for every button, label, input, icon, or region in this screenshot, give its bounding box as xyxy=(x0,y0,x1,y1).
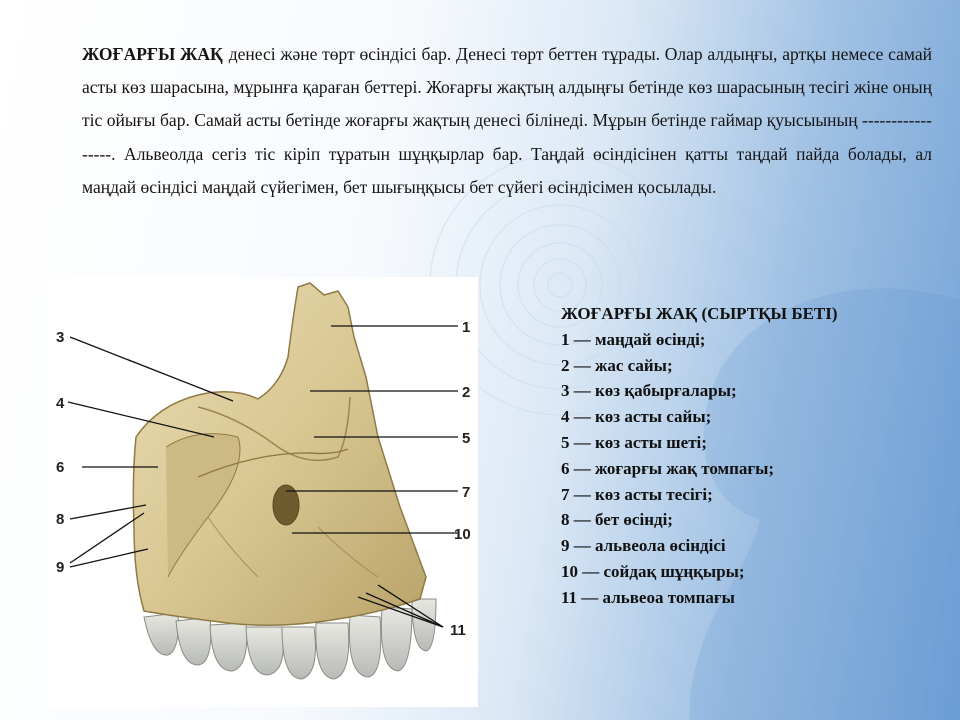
legend-item-4: 4 — көз асты сайы; xyxy=(561,407,712,427)
paragraph-body: денесі және төрт өсіндісі бар. Денесі төрт беттен тұрады. Олар алдыңғы, артқы немесе самай асты көз шарасына, мұрынға қараған беттері. Жоғарғы жақтың алдыңғы бетінде көз шарасының тесігі жіне оның тіс ойығы бар. Самай асты бетінде жоғарғы жақтың денесі білінеді. Мұрын бетінде гаймар қуысыының -----------------. Альвеолда сегіз тіс кіріп тұратын шұңқырлар бар. Таңдай өсіндісінен қатты таңдай пайда болады, ал маңдай өсіндісі маңдай сүйегімен, бет шығыңқысы бет сүйегі өсіндісімен қосылады. xyxy=(82,44,933,197)
figure-label-8: 8 xyxy=(56,511,65,528)
paragraph-heading: ЖОҒАРҒЫ ЖАҚ xyxy=(82,44,223,64)
legend-item-10: 10 — сойдақ шұңқыры; xyxy=(561,561,745,581)
figure-label-11: 11 xyxy=(450,622,466,639)
legend-item-7: 7 — көз асты тесігі; xyxy=(561,484,713,504)
legend-title: ЖОҒАРҒЫ ЖАҚ (СЫРТҚЫ БЕТІ) xyxy=(561,304,838,323)
legend-item-8: 8 — бет өсінді; xyxy=(561,510,673,530)
figure-label-2: 2 xyxy=(462,384,471,401)
figure-label-1: 1 xyxy=(462,319,471,336)
legend-item-6: 6 — жоғарғы жақ томпағы; xyxy=(561,458,775,478)
legend-item-1: 1 — маңдай өсінді; xyxy=(561,329,706,349)
figure-label-7: 7 xyxy=(462,484,471,501)
figure-label-10: 10 xyxy=(454,526,471,543)
description-paragraph xyxy=(82,38,932,204)
legend xyxy=(561,301,931,611)
legend-item-11: 11 — альвеоа томпағы xyxy=(561,587,735,607)
legend-item-5: 5 — көз асты шеті; xyxy=(561,432,707,452)
maxilla-drawing xyxy=(48,277,478,707)
maxilla-illustration xyxy=(48,277,478,707)
figure-label-4: 4 xyxy=(56,395,65,412)
figure-label-3: 3 xyxy=(56,329,65,346)
legend-item-3: 3 — көз қабырғалары; xyxy=(561,381,737,401)
figure-label-5: 5 xyxy=(462,430,471,447)
figure-label-9: 9 xyxy=(56,559,65,576)
figure-label-6: 6 xyxy=(56,459,65,476)
legend-item-9: 9 — альвеола өсіндісі xyxy=(561,536,726,556)
legend-item-2: 2 — жас сайы; xyxy=(561,355,673,375)
